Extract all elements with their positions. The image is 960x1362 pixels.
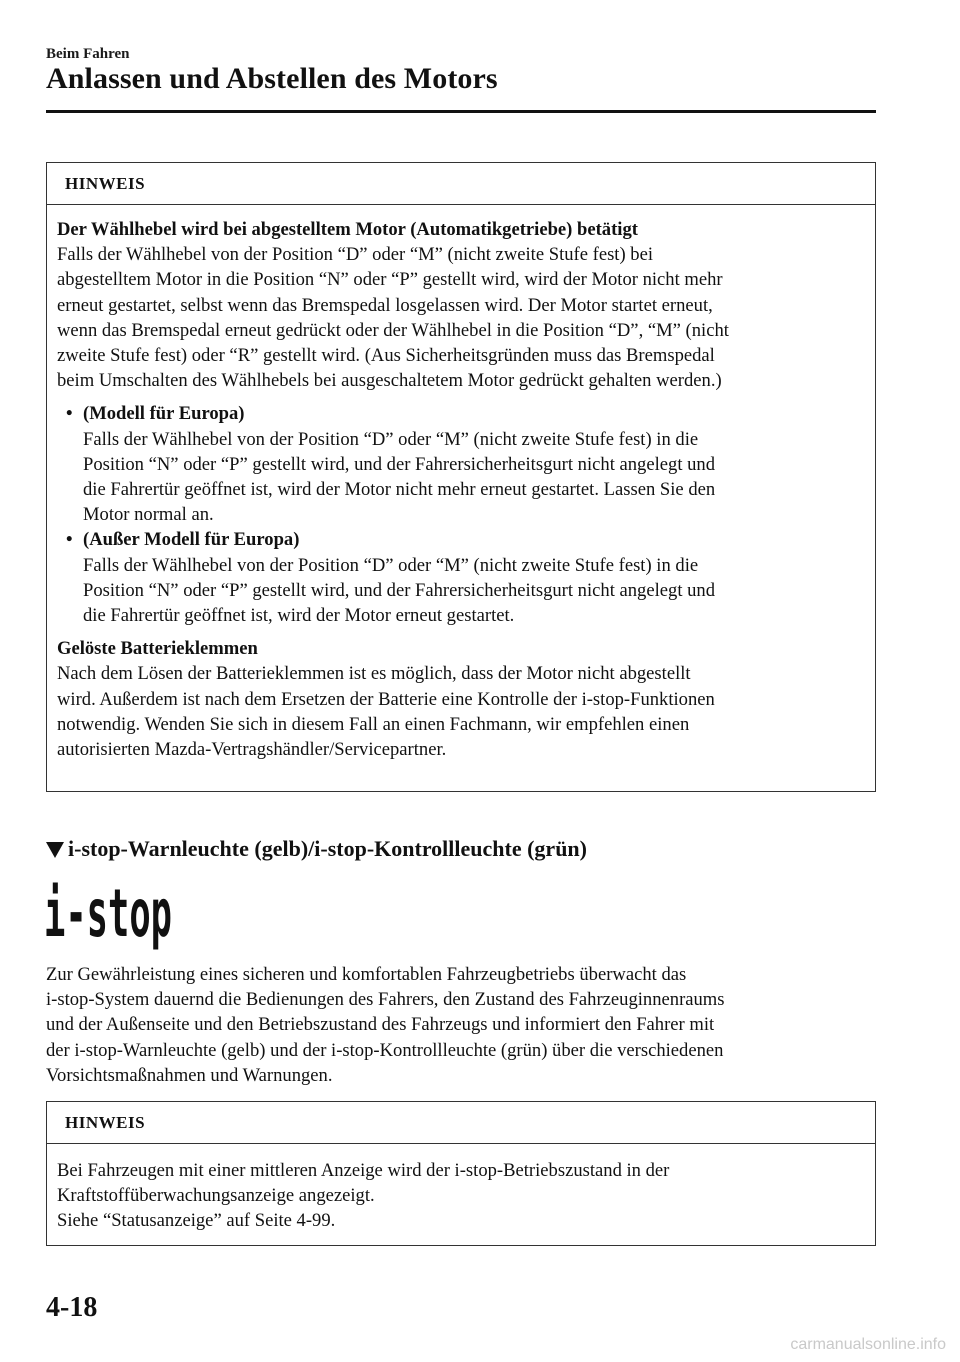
istop-symbol-text: i-stop (44, 875, 172, 952)
section-heading (46, 836, 587, 862)
note-line: Bei Fahrzeugen mit einer mittleren Anzeige wird der i-stop-Betriebszustand in der (57, 1160, 670, 1181)
bullet-line: die Fahrertür geöffnet ist, wird der Motor erneut gestartet. (83, 605, 515, 627)
note-line: wenn das Bremspedal erneut gedrückt oder der Wählhebel in die Position “D”, “M” (nicht (57, 319, 729, 341)
note-box-1 (46, 162, 876, 792)
body-paragraph (46, 962, 876, 1088)
page-number: 4-18 (46, 1292, 98, 1323)
section-heading-text: i-stop-Warnleuchte (gelb)/i-stop-Kontrollleuchte (grün) (68, 836, 587, 861)
note-subtitle-battery: Gelöste Batterieklemmen (57, 638, 258, 660)
bullet-line: Motor normal an. (83, 504, 214, 526)
chapter-title: Anlassen und Abstellen des Motors (46, 62, 498, 95)
note-line: Nach dem Lösen der Batterieklemmen ist es möglich, dass der Motor nicht abgestellt (57, 663, 691, 685)
bullet-item-europe (57, 401, 865, 527)
triangle-down-icon (46, 842, 64, 858)
note-line: wird. Außerdem ist nach dem Ersetzen der Batterie eine Kontrolle der i-stop-Funktionen (57, 688, 715, 710)
section-label: Beim Fahren (46, 46, 130, 62)
note-body (47, 1144, 875, 1244)
body-line: i-stop-System dauernd die Bedienungen des Fahrers, den Zustand des Fahrzeuginnenraums (46, 989, 725, 1011)
body-line: der i-stop-Warnleuchte (gelb) und der i-stop-Kontrollleuchte (grün) über die verschiedenen (46, 1039, 724, 1061)
note-body (47, 205, 875, 772)
note-label: HINWEIS (47, 1102, 875, 1144)
note-line: Kraftstoffüberwachungsanzeige angezeigt. (57, 1185, 375, 1207)
bullet-icon: • (66, 529, 73, 551)
bullet-line: Falls der Wählhebel von der Position “D” oder “M” (nicht zweite Stufe fest) in die (83, 428, 699, 450)
bullet-line: Position “N” oder “P” gestellt wird, und der Fahrersicherheitsgurt nicht angelegt und (83, 579, 716, 601)
note-box-2 (46, 1101, 876, 1246)
bullet-title: (Modell für Europa) (83, 403, 245, 425)
note-line: Falls der Wählhebel von der Position “D” oder “M” (nicht zweite Stufe fest) bei (57, 244, 654, 266)
body-line: und der Außenseite und den Betriebszustand des Fahrzeugs und informiert den Fahrer mit (46, 1014, 715, 1036)
note-line: erneut gestartet, selbst wenn das Bremspedal losgelassen wird. Der Motor startet erneut, (57, 294, 713, 316)
bullet-item-non-europe (57, 527, 865, 628)
body-line: Vorsichtsmaßnahmen und Warnungen. (46, 1064, 333, 1086)
header-rule (46, 110, 876, 113)
note-line: notwendig. Wenden Sie sich in diesem Fall an einen Fachmann, wir empfehlen einen (57, 713, 690, 735)
note-line: abgestelltem Motor in die Position “N” oder “P” gestellt wird, wird der Motor nicht mehr (57, 269, 723, 291)
bullet-icon: • (66, 403, 73, 425)
note-line: autorisierten Mazda-Vertragshändler/Servicepartner. (57, 739, 447, 761)
note-line: beim Umschalten des Wählhebels bei ausgeschaltetem Motor gedrückt gehalten werden.) (57, 370, 722, 392)
note-line: Siehe “Statusanzeige” auf Seite 4-99. (57, 1210, 336, 1232)
bullet-line: Position “N” oder “P” gestellt wird, und der Fahrersicherheitsgurt nicht angelegt und (83, 453, 716, 475)
bullet-line: die Fahrertür geöffnet ist, wird der Motor nicht mehr erneut gestartet. Lassen Sie den (83, 479, 716, 501)
note-label: HINWEIS (47, 163, 875, 205)
bullet-line: Falls der Wählhebel von der Position “D” oder “M” (nicht zweite Stufe fest) in die (83, 554, 699, 576)
note-line: zweite Stufe fest) oder “R” gestellt wird. (Aus Sicherheitsgründen muss das Bremspedal (57, 345, 715, 367)
istop-symbol-icon (44, 875, 184, 956)
bullet-title: (Außer Modell für Europa) (83, 529, 300, 551)
note-subtitle-selector-lever: Der Wählhebel wird bei abgestelltem Motor (Automatikgetriebe) betätigt (57, 219, 638, 240)
body-line: Zur Gewährleistung eines sicheren und komfortablen Fahrzeugbetriebs überwacht das (46, 964, 687, 985)
watermark: carmanualsonline.info (790, 1336, 946, 1353)
